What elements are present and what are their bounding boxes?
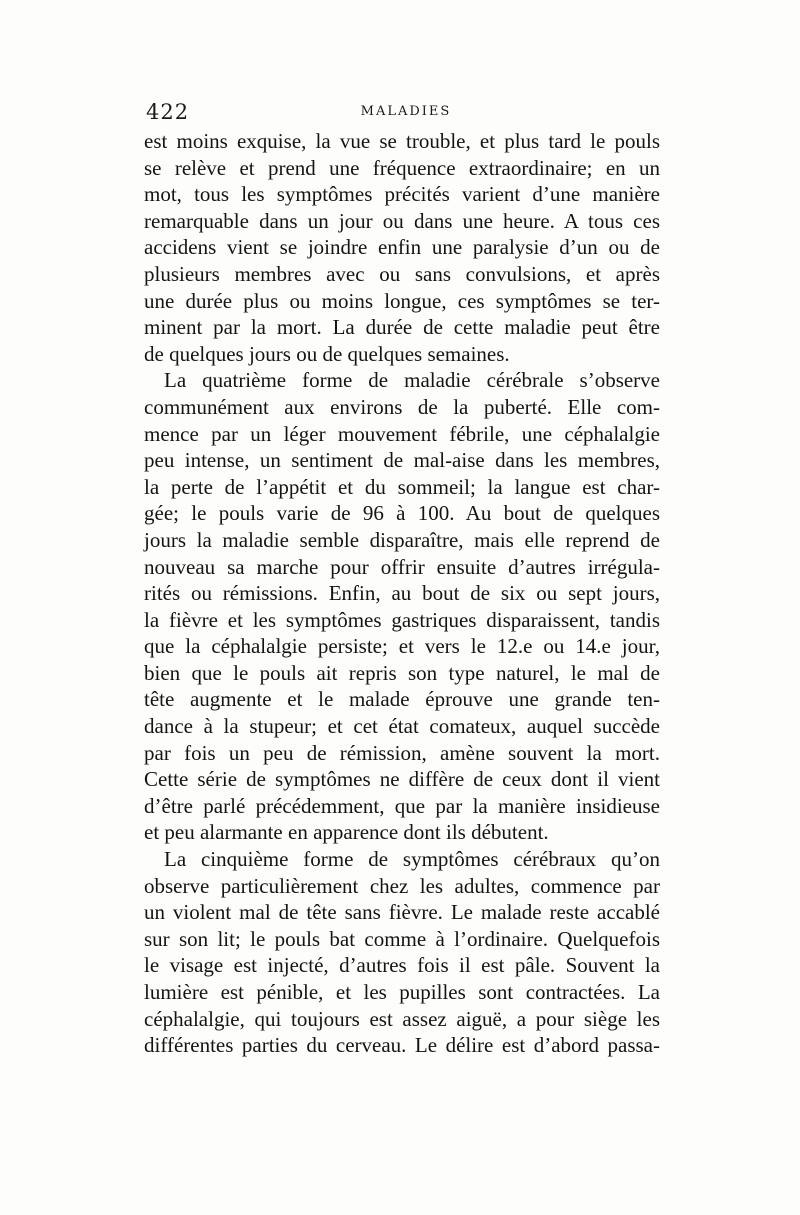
text-line: plusieurs membres avec ou sans convulsions, et après: [144, 261, 660, 286]
text-line: communément aux environs de la puberté. Elle com-: [144, 394, 660, 419]
text-line: sur son lit; le pouls bat comme à l’ordinaire. Quelquefois: [144, 926, 660, 951]
text-line: rités ou rémissions. Enfin, au bout de six ou sept jours,: [144, 581, 660, 606]
text-line: est moins exquise, la vue se trouble, et plus tard le pouls: [144, 129, 660, 153]
text-line: jours la maladie semble disparaître, mais elle reprend de: [144, 527, 660, 552]
text-line: gée; le pouls varie de 96 à 100. Au bout de quelques: [144, 501, 660, 526]
text-line: nouveau sa marche pour offrir ensuite d’autres irrégula-: [144, 554, 660, 579]
text-line: peu intense, un sentiment de mal-aise dans les membres,: [144, 448, 660, 473]
text-line: Cette série de symptômes ne diffère de ceux dont il vient: [144, 767, 660, 792]
text-line: mot, tous les symptômes précités varient d’une manière: [144, 182, 660, 207]
text-line: un violent mal de tête sans fièvre. Le malade reste accablé: [144, 900, 660, 925]
text-line: la fièvre et les symptômes gastriques disparaissent, tandis: [144, 607, 660, 632]
paragraph-first-line: La quatrième forme de maladie cérébrale s’observe: [164, 368, 660, 393]
text-line: dance à la stupeur; et cet état comateux, auquel succède: [144, 714, 660, 739]
text-line: lumière est pénible, et les pupilles sont contractées. La: [144, 980, 660, 1004]
text-line: de quelques jours ou de quelques semaines.: [144, 341, 510, 366]
text-line: se relève et prend une fréquence extraordinaire; en un: [144, 155, 660, 180]
text-line: et peu alarmante en apparence dont ils débutent.: [144, 820, 549, 845]
text-line: d’être parlé précédemment, que par la manière insidieuse: [144, 793, 660, 818]
text-line: bien que le pouls ait repris son type naturel, le mal de: [144, 660, 660, 685]
text-line: accidens vient se joindre enfin une paralysie d’un ou de: [144, 235, 660, 260]
text-line: une durée plus ou moins longue, ces symptômes se ter-: [144, 288, 660, 313]
text-line: par fois un peu de rémission, amène souvent la mort.: [144, 740, 660, 765]
text-line: la perte de l’appétit et du sommeil; la langue est char-: [144, 474, 660, 499]
text-line: céphalalgie, qui toujours est assez aiguë, a pour siège les: [144, 1006, 660, 1031]
text-line: minent par la mort. La durée de cette maladie peut être: [144, 315, 660, 340]
paragraph-first-line: La cinquième forme de symptômes cérébraux qu’on: [164, 847, 660, 872]
text-line: le visage est injecté, d’autres fois il est pâle. Souvent la: [144, 953, 660, 978]
text-line: observe particulièrement chez les adultes, commence par: [144, 873, 660, 898]
running-head: [146, 100, 666, 128]
text-line: mence par un léger mouvement fébrile, une céphalalgie: [144, 421, 660, 446]
text-line: tête augmente et le malade éprouve une grande ten-: [144, 687, 660, 712]
text-line: différentes parties du cerveau. Le délire est d’abord passa-: [144, 1033, 660, 1058]
body-text: [144, 128, 660, 1059]
running-title: MALADIES: [360, 104, 452, 119]
page-number: 422: [146, 100, 190, 124]
text-line: remarquable dans un jour ou dans une heure. A tous ces: [144, 208, 660, 233]
text-line: que la céphalalgie persiste; et vers le 12.e ou 14.e jour,: [144, 634, 660, 659]
